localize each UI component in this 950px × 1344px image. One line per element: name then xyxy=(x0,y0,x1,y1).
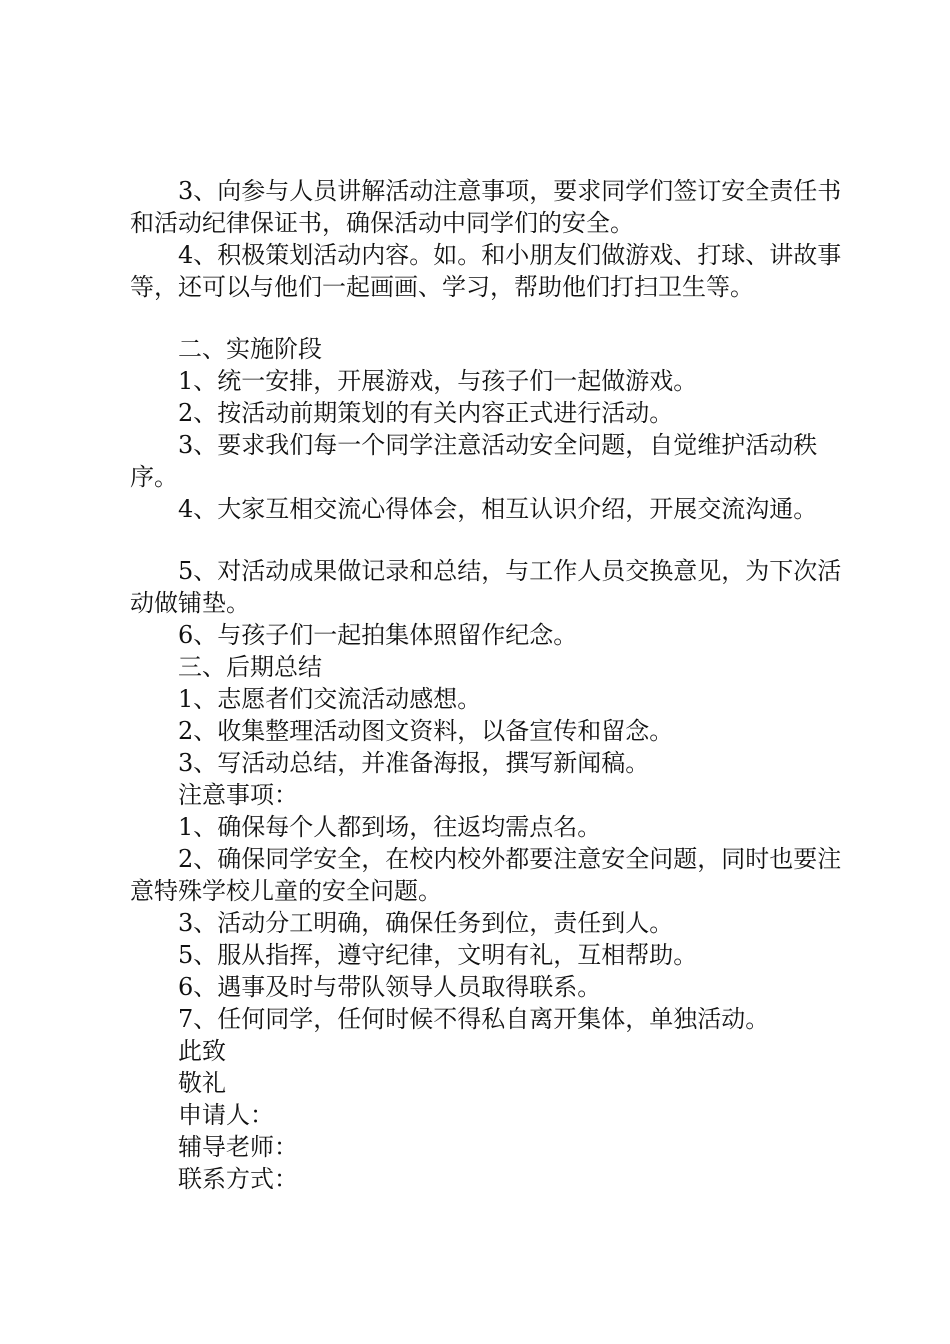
paragraph-impl-3: 3、要求我们每一个同学注意活动安全问题，自觉维护活动秩序。 xyxy=(130,431,818,491)
paragraph-summary-3: 3、写活动总结，并准备海报，撰写新闻稿。 xyxy=(178,749,650,777)
paragraph-impl-4: 4、大家互相交流心得体会，相互认识介绍，开展交流沟通。 xyxy=(178,495,818,523)
section-heading-summary: 三、后期总结 xyxy=(178,653,322,681)
closing-regards: 敬礼 xyxy=(178,1069,226,1097)
signature-advisor: 辅导老师： xyxy=(178,1133,298,1161)
paragraph-note-6: 6、遇事及时与带队领导人员取得联系。 xyxy=(178,973,602,1001)
section-heading-implementation: 二、实施阶段 xyxy=(178,335,322,363)
paragraph-summary-2: 2、收集整理活动图文资料，以备宣传和留念。 xyxy=(178,717,674,745)
section-heading-notes: 注意事项： xyxy=(178,781,298,809)
paragraph-impl-2: 2、按活动前期策划的有关内容正式进行活动。 xyxy=(178,399,674,427)
paragraph-note-7: 7、任何同学，任何时候不得私自离开集体，单独活动。 xyxy=(178,1005,770,1033)
paragraph-prep-4: 4、积极策划活动内容。如。和小朋友们做游戏、打球、讲故事等，还可以与他们一起画画、学习，帮助他们打扫卫生等。 xyxy=(130,241,842,301)
signature-contact: 联系方式： xyxy=(178,1165,298,1193)
paragraph-impl-6: 6、与孩子们一起拍集体照留作纪念。 xyxy=(178,621,578,649)
paragraph-impl-5: 5、对活动成果做记录和总结，与工作人员交换意见，为下次活动做铺垫。 xyxy=(130,557,842,617)
paragraph-note-2: 2、确保同学安全，在校内校外都要注意安全问题，同时也要注意特殊学校儿童的安全问题。 xyxy=(130,845,842,905)
document-body xyxy=(130,175,850,1195)
paragraph-prep-3: 3、向参与人员讲解活动注意事项，要求同学们签订安全责任书和活动纪律保证书，确保活动中同学们的安全。 xyxy=(130,177,842,237)
paragraph-note-3: 3、活动分工明确，确保任务到位，责任到人。 xyxy=(178,909,674,937)
paragraph-note-1: 1、确保每个人都到场，往返均需点名。 xyxy=(178,813,602,841)
paragraph-summary-1: 1、志愿者们交流活动感想。 xyxy=(178,685,482,713)
paragraph-impl-1: 1、统一安排，开展游戏，与孩子们一起做游戏。 xyxy=(178,367,698,395)
paragraph-gap xyxy=(130,525,850,555)
paragraph-gap xyxy=(130,303,850,333)
closing-salutation: 此致 xyxy=(178,1037,226,1065)
paragraph-note-5: 5、服从指挥，遵守纪律，文明有礼，互相帮助。 xyxy=(178,941,698,969)
signature-applicant: 申请人： xyxy=(178,1101,274,1129)
